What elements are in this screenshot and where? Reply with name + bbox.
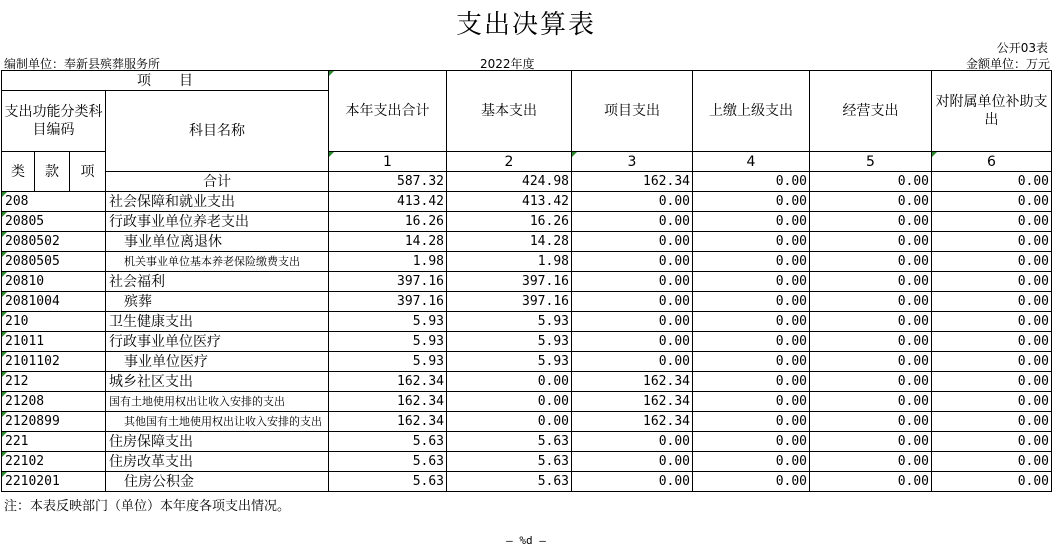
row-name: 其他国有土地使用权出让收入安排的支出 [106, 412, 329, 432]
expenditure-table [1, 70, 1052, 492]
row-value: 162.34 [329, 372, 447, 392]
total-value: 587.32 [329, 172, 447, 192]
row-value: 0.00 [693, 192, 810, 212]
row-code: 2081004 [2, 292, 106, 312]
col-number-3: 3 [572, 152, 693, 172]
col-number-6: 6 [932, 152, 1052, 172]
header-item: 项 目 [2, 71, 329, 91]
header-col-5: 经营支出 [810, 71, 932, 152]
row-value: 0.00 [572, 252, 693, 272]
row-value: 397.16 [447, 292, 572, 312]
row-value: 0.00 [447, 412, 572, 432]
row-value: 0.00 [932, 412, 1052, 432]
table-row [2, 372, 1052, 392]
row-value: 0.00 [932, 452, 1052, 472]
table-row [2, 352, 1052, 372]
row-value: 0.00 [693, 212, 810, 232]
row-value: 0.00 [810, 452, 932, 472]
row-code: 21011 [2, 332, 106, 352]
row-value: 5.93 [447, 352, 572, 372]
header-func-code: 支出功能分类科目编码 [2, 91, 106, 152]
row-value: 397.16 [329, 272, 447, 292]
row-value: 5.93 [447, 332, 572, 352]
row-name: 事业单位医疗 [106, 352, 329, 372]
row-value: 413.42 [329, 192, 447, 212]
row-value: 413.42 [447, 192, 572, 212]
total-value: 162.34 [572, 172, 693, 192]
row-value: 14.28 [329, 232, 447, 252]
row-value: 0.00 [693, 472, 810, 492]
row-value: 0.00 [693, 232, 810, 252]
header-col-2: 基本支出 [447, 71, 572, 152]
table-row [2, 272, 1052, 292]
row-value: 0.00 [693, 372, 810, 392]
row-value: 5.63 [447, 472, 572, 492]
table-code: 公开03表 [996, 41, 1048, 55]
row-value: 0.00 [447, 392, 572, 412]
row-value: 0.00 [572, 232, 693, 252]
row-value: 0.00 [572, 272, 693, 292]
row-value: 0.00 [572, 192, 693, 212]
row-value: 162.34 [329, 392, 447, 412]
row-value: 0.00 [932, 332, 1052, 352]
row-value: 16.26 [447, 212, 572, 232]
header-subject-name: 科目名称 [106, 91, 329, 172]
row-value: 0.00 [693, 252, 810, 272]
row-name: 行政事业单位养老支出 [106, 212, 329, 232]
col-number-1: 1 [329, 152, 447, 172]
header-kuan: 款 [35, 152, 70, 192]
row-value: 1.98 [329, 252, 447, 272]
row-value: 0.00 [572, 472, 693, 492]
total-value: 0.00 [932, 172, 1052, 192]
row-value: 0.00 [810, 332, 932, 352]
row-value: 0.00 [693, 412, 810, 432]
row-value: 0.00 [810, 472, 932, 492]
table-row [2, 292, 1052, 312]
row-value: 162.34 [329, 412, 447, 432]
row-value: 0.00 [693, 272, 810, 292]
row-value: 0.00 [693, 352, 810, 372]
row-code: 210 [2, 312, 106, 332]
row-value: 0.00 [447, 372, 572, 392]
row-code: 221 [2, 432, 106, 452]
row-value: 0.00 [572, 432, 693, 452]
row-value: 0.00 [693, 292, 810, 312]
row-name: 城乡社区支出 [106, 372, 329, 392]
row-name: 卫生健康支出 [106, 312, 329, 332]
row-value: 397.16 [447, 272, 572, 292]
row-value: 0.00 [932, 472, 1052, 492]
row-value: 162.34 [572, 412, 693, 432]
row-value: 0.00 [572, 452, 693, 472]
year-label: 2022年度 [480, 57, 535, 71]
row-value: 5.93 [447, 312, 572, 332]
row-value: 0.00 [572, 332, 693, 352]
row-value: 0.00 [810, 352, 932, 372]
row-value: 0.00 [932, 272, 1052, 292]
row-code: 2101102 [2, 352, 106, 372]
total-value: 424.98 [447, 172, 572, 192]
row-name: 机关事业单位基本养老保险缴费支出 [106, 252, 329, 272]
total-label: 合计 [106, 172, 329, 192]
row-name: 国有土地使用权出让收入安排的支出 [106, 392, 329, 412]
row-name: 住房公积金 [106, 472, 329, 492]
row-value: 0.00 [810, 312, 932, 332]
row-value: 16.26 [329, 212, 447, 232]
row-value: 0.00 [693, 312, 810, 332]
header-col-3: 项目支出 [572, 71, 693, 152]
row-value: 0.00 [810, 212, 932, 232]
money-unit: 金额单位：万元 [965, 57, 1050, 71]
org-label: 编制单位：奉新县殡葬服务所 [4, 57, 161, 71]
row-value: 0.00 [932, 232, 1052, 252]
page-number: — %d — [506, 534, 546, 547]
row-value: 0.00 [810, 432, 932, 452]
row-value: 0.00 [932, 352, 1052, 372]
header-lei: 类 [2, 152, 35, 192]
row-value: 5.63 [329, 432, 447, 452]
row-value: 0.00 [572, 312, 693, 332]
row-value: 162.34 [572, 392, 693, 412]
row-value: 5.93 [329, 312, 447, 332]
row-value: 0.00 [810, 372, 932, 392]
row-value: 0.00 [932, 312, 1052, 332]
row-name: 行政事业单位医疗 [106, 332, 329, 352]
row-value: 0.00 [693, 392, 810, 412]
row-name: 住房改革支出 [106, 452, 329, 472]
row-code: 22102 [2, 452, 106, 472]
row-code: 2080505 [2, 252, 106, 272]
row-code: 20805 [2, 212, 106, 232]
table-row [2, 232, 1052, 252]
table-row [2, 312, 1052, 332]
row-code: 2210201 [2, 472, 106, 492]
row-value: 162.34 [572, 372, 693, 392]
col-number-2: 2 [447, 152, 572, 172]
header-xiang: 项 [70, 152, 106, 192]
row-name: 殡葬 [106, 292, 329, 312]
table-row [2, 212, 1052, 232]
row-value: 0.00 [810, 392, 932, 412]
row-value: 0.00 [932, 372, 1052, 392]
table-row [2, 412, 1052, 432]
row-value: 5.63 [447, 432, 572, 452]
table-row [2, 432, 1052, 452]
row-value: 5.63 [329, 452, 447, 472]
col-number-4: 4 [693, 152, 810, 172]
header-col-1: 本年支出合计 [329, 71, 447, 152]
row-value: 0.00 [932, 252, 1052, 272]
row-value: 5.63 [329, 472, 447, 492]
row-value: 0.00 [810, 292, 932, 312]
col-number-5: 5 [810, 152, 932, 172]
table-row [2, 452, 1052, 472]
row-name: 社会福利 [106, 272, 329, 292]
row-value: 5.63 [447, 452, 572, 472]
row-value: 0.00 [810, 412, 932, 432]
row-value: 0.00 [932, 392, 1052, 412]
row-value: 0.00 [932, 432, 1052, 452]
row-value: 0.00 [572, 352, 693, 372]
row-name: 住房保障支出 [106, 432, 329, 452]
total-value: 0.00 [810, 172, 932, 192]
row-value: 0.00 [932, 192, 1052, 212]
row-code: 20810 [2, 272, 106, 292]
row-code: 208 [2, 192, 106, 212]
row-value: 0.00 [810, 272, 932, 292]
table-row [2, 252, 1052, 272]
row-name: 事业单位离退休 [106, 232, 329, 252]
row-value: 0.00 [810, 192, 932, 212]
header-col-4: 上缴上级支出 [693, 71, 810, 152]
row-value: 1.98 [447, 252, 572, 272]
row-value: 0.00 [932, 292, 1052, 312]
row-value: 0.00 [572, 292, 693, 312]
row-code: 21208 [2, 392, 106, 412]
total-value: 0.00 [693, 172, 810, 192]
table-row [2, 192, 1052, 212]
table-row [2, 332, 1052, 352]
page-title: 支出决算表 [455, 10, 596, 40]
row-code: 2080502 [2, 232, 106, 252]
row-value: 0.00 [693, 452, 810, 472]
row-value: 0.00 [810, 252, 932, 272]
row-value: 0.00 [693, 332, 810, 352]
table-row [2, 472, 1052, 492]
header-col-6: 对附属单位补助支出 [932, 71, 1052, 152]
row-code: 212 [2, 372, 106, 392]
row-value: 0.00 [572, 212, 693, 232]
row-name: 社会保障和就业支出 [106, 192, 329, 212]
row-value: 5.93 [329, 332, 447, 352]
row-value: 14.28 [447, 232, 572, 252]
row-value: 397.16 [329, 292, 447, 312]
row-value: 0.00 [693, 432, 810, 452]
footnote: 注：本表反映部门（单位）本年度各项支出情况。 [4, 499, 291, 514]
row-value: 5.93 [329, 352, 447, 372]
row-value: 0.00 [932, 212, 1052, 232]
row-value: 0.00 [810, 232, 932, 252]
row-code: 2120899 [2, 412, 106, 432]
table-row [2, 392, 1052, 412]
